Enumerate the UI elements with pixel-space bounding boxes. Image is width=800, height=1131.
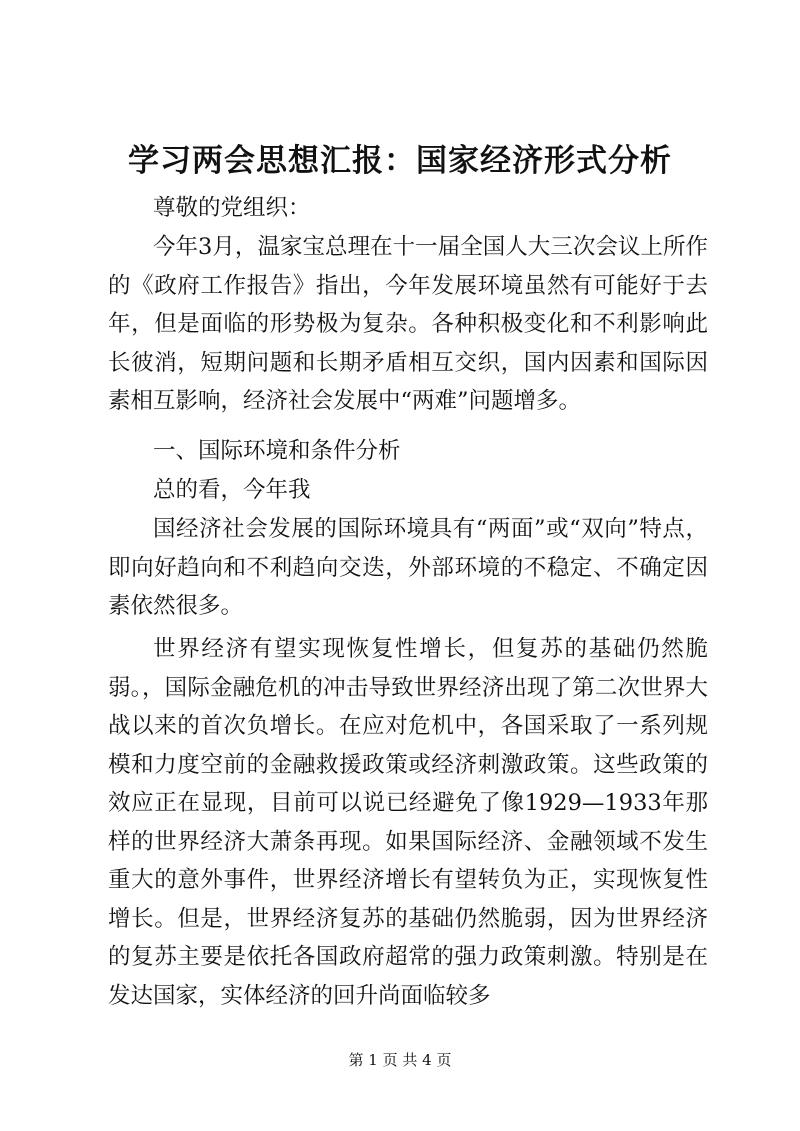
page-title: 学习两会思想汇报：国家经济形式分析: [128, 143, 672, 179]
section-heading: 一、国际环境和条件分析: [153, 438, 401, 464]
paragraph-world-economy: 世界经济有望实现恢复性增长，但复苏的基础仍然脆弱。，国际金融危机的冲击导致世界经济出现了第二次世界大战以来的首次负增长。在应对危机中，各国采取了一系列规模和力度空前的金融救援政策或经济刺激政策。这些政策的效应正在显现，目前可以说已经避免了像1929—1933年那样的世界经济大萧条再现。如果国际经济、金融领域不发生重大的意外事件，世界经济增长有望转负为正，实现恢复性增长。但是，世界经济复苏的基础仍然脆弱，因为世界经济的复苏主要是依托各国政府超常的强力政策刺激。特别是在发达国家，实体经济的回升尚面临较多: [108, 636, 708, 1009]
paragraph-overview: 总的看，今年我: [153, 477, 311, 503]
page-number: 第 1 页 共 4 页: [348, 1051, 452, 1069]
paragraph-intro: 今年3月，温家宝总理在十一届全国人大三次会议上所作的《政府工作报告》指出，今年发展环境虽然有可能好于去年，但是面临的形势极为复杂。各种积极变化和不利影响此长彼消，短期问题和长期矛盾相互交织，国内因素和国际因素相互影响，经济社会发展中“两难”问题增多。: [108, 234, 708, 414]
salutation: 尊敬的党组织：: [153, 195, 311, 221]
paragraph-environment: 国经济社会发展的国际环境具有“两面”或“双向”特点，即向好趋向和不利趋向交迭，外部环境的不稳定、不确定因素依然很多。: [108, 516, 708, 619]
